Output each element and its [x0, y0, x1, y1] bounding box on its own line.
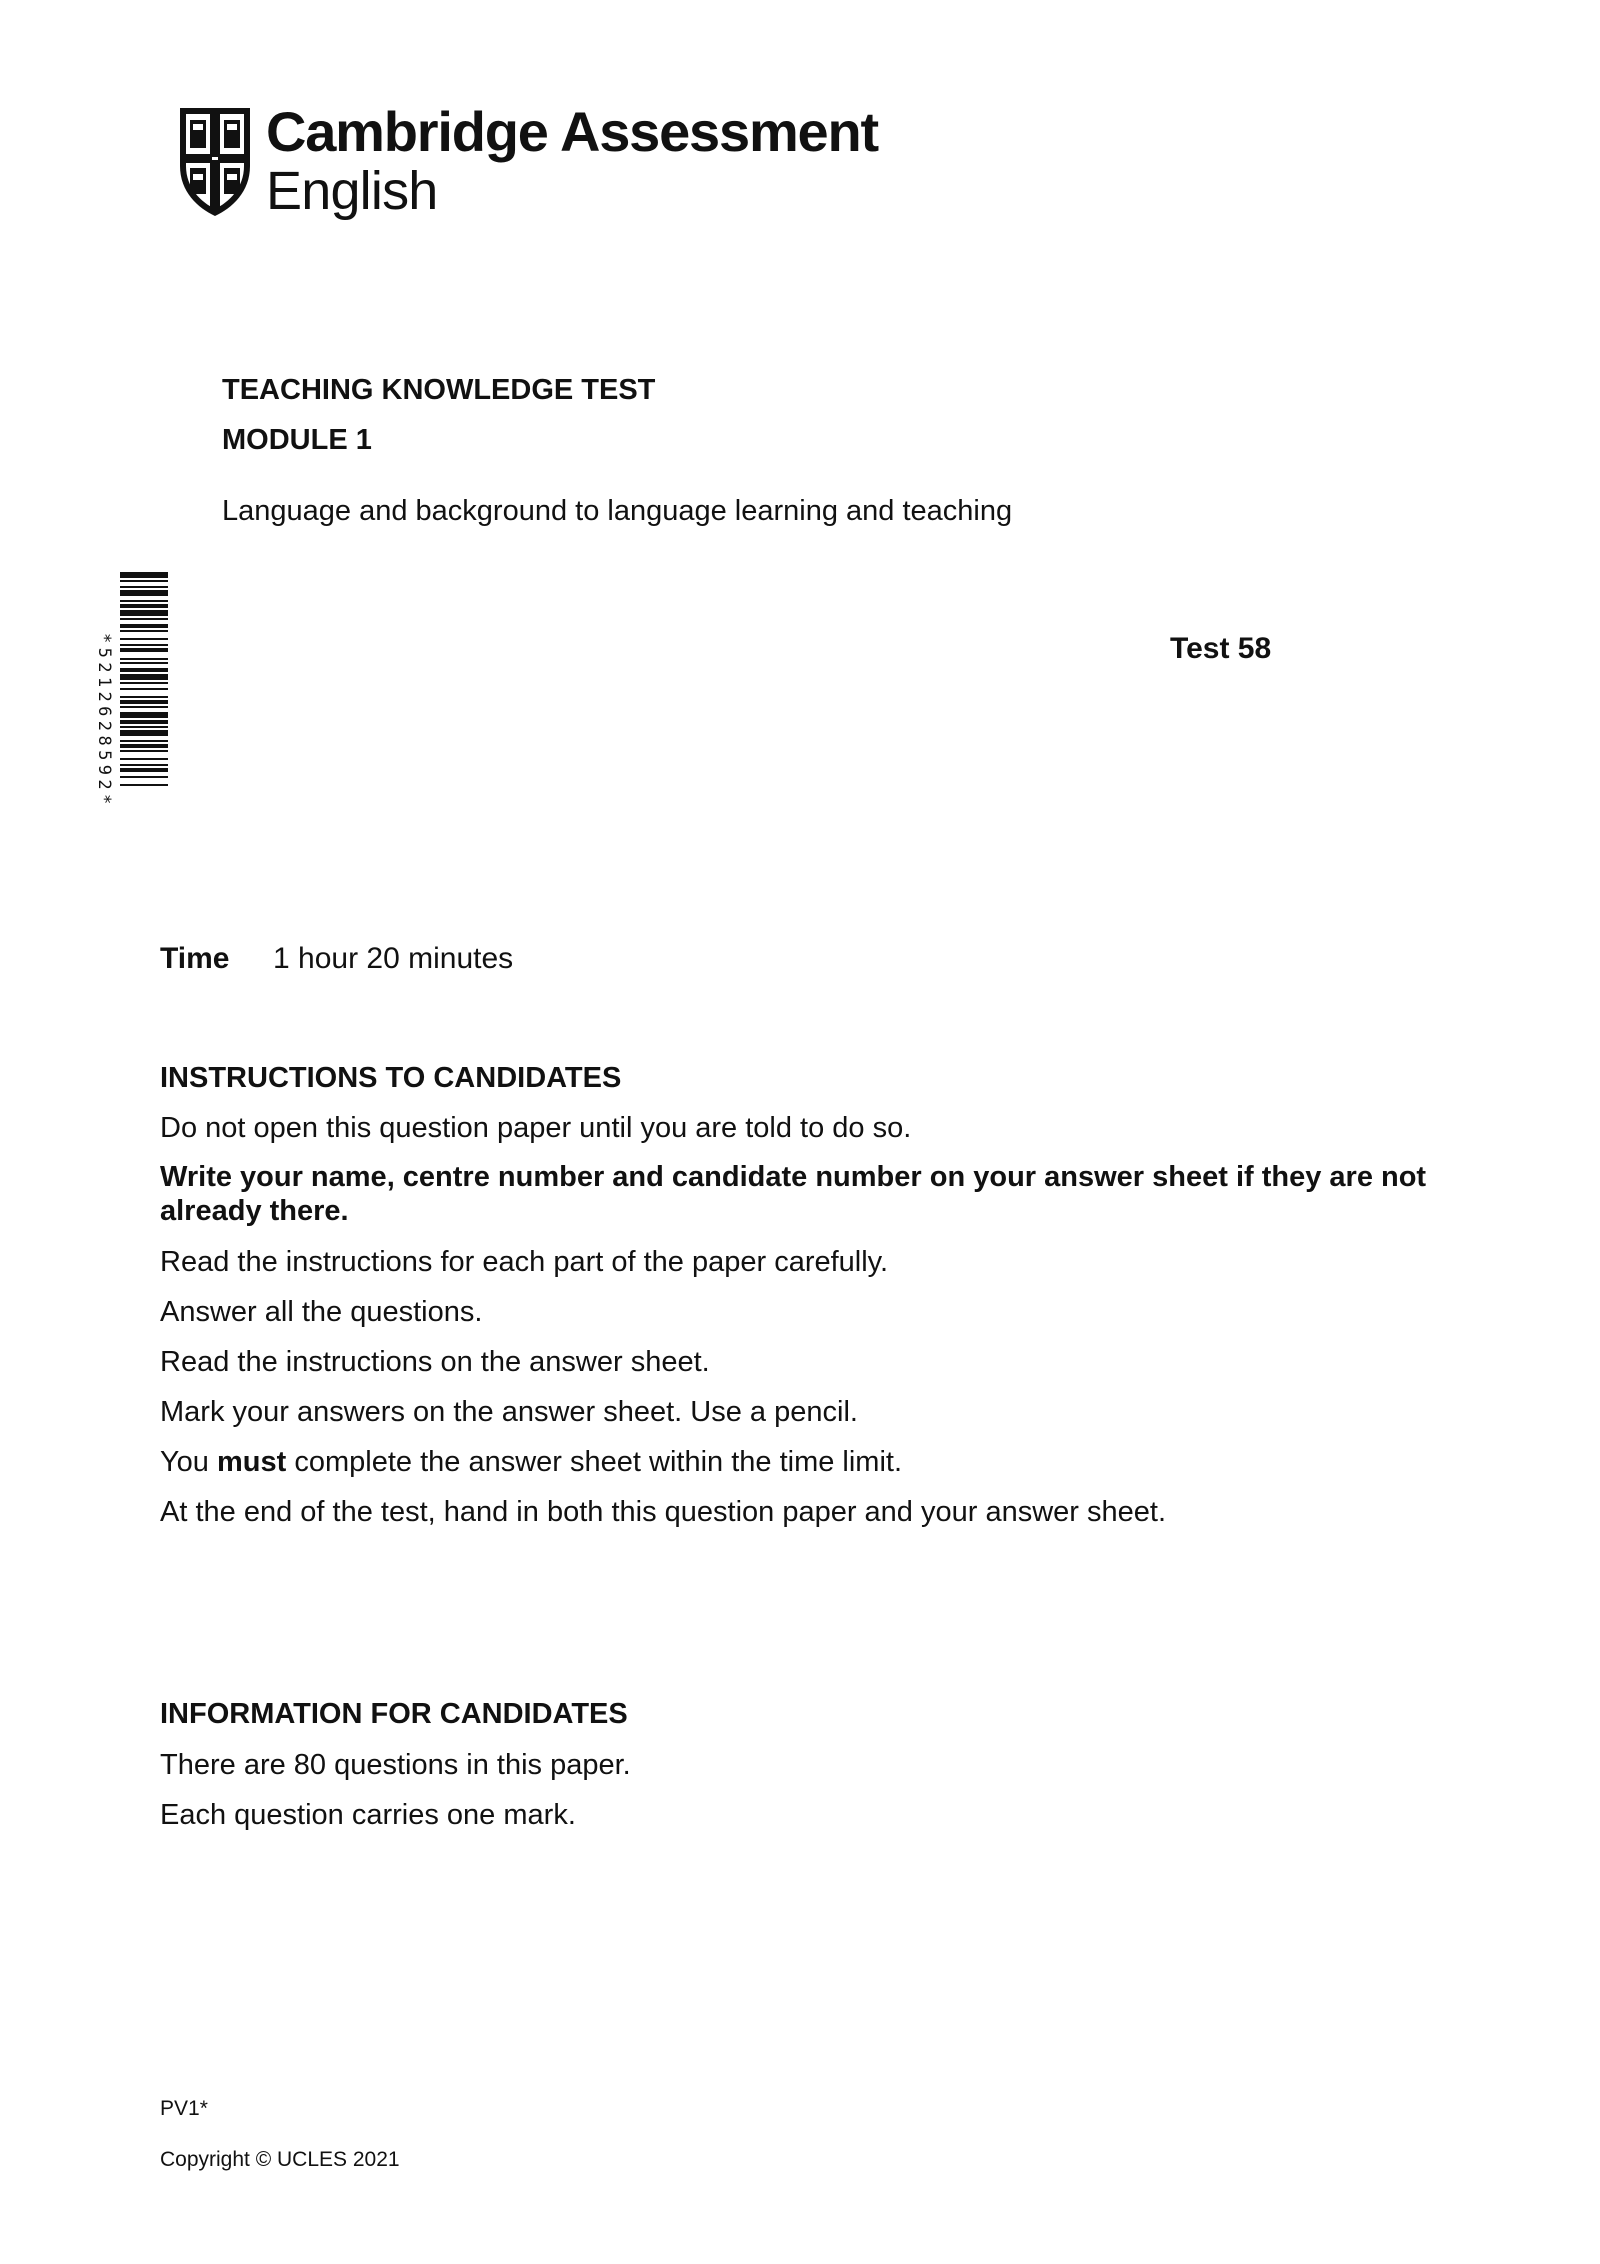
barcode-bar: [120, 740, 168, 742]
barcode-bar: [120, 662, 168, 664]
barcode-bar: [120, 610, 168, 616]
information-line: There are 80 questions in this paper.: [160, 1749, 631, 1781]
instructions-title: INSTRUCTIONS TO CANDIDATES: [160, 1062, 622, 1094]
instruction-line: Read the instructions on the answer sheet.: [160, 1346, 710, 1378]
instruction-line: Write your name, centre number and candidate number on your answer sheet if they are not already there.: [160, 1161, 1427, 1227]
barcode-bar: [120, 758, 168, 760]
time-label: Time: [160, 942, 230, 975]
barcode-bar: [120, 648, 168, 652]
instruction-emphasis: must: [217, 1446, 287, 1478]
barcode-bar: [120, 624, 168, 628]
barcode-bar: [120, 744, 168, 748]
barcode-bar: [120, 726, 168, 728]
cambridge-shield-icon: [176, 104, 254, 220]
barcode-digits: *5212628592*: [94, 633, 114, 809]
barcode-bar: [120, 590, 168, 596]
barcode-bar: [120, 580, 168, 582]
barcode: [94, 568, 176, 874]
instruction-line: Mark your answers on the answer sheet. Use a pencil.: [160, 1396, 858, 1428]
barcode-bar: [120, 696, 168, 698]
barcode-bar: [120, 644, 168, 646]
logo-subname: English: [266, 161, 438, 221]
barcode-bar: [120, 604, 168, 608]
time-value: 1 hour 20 minutes: [273, 942, 514, 975]
test-number: Test 58: [1170, 632, 1272, 665]
instruction-line: Read the instructions for each part of the paper carefully.: [160, 1246, 889, 1278]
instruction-line: Do not open this question paper until you are told to do so.: [160, 1112, 912, 1144]
barcode-bar: [120, 776, 168, 778]
information-title: INFORMATION FOR CANDIDATES: [160, 1698, 628, 1730]
barcode-bar: [120, 784, 168, 786]
barcode-bar: [120, 658, 168, 660]
barcode-bar: [120, 674, 168, 680]
module-label: MODULE 1: [222, 424, 372, 456]
logo-name: Cambridge Assessment: [266, 100, 878, 163]
barcode-bar: [120, 700, 168, 704]
barcode-bar: [120, 682, 168, 684]
barcode-bar: [120, 720, 168, 724]
barcode-bar: [120, 586, 168, 588]
instruction-line: At the end of the test, hand in both this question paper and your answer sheet.: [160, 1496, 1167, 1528]
cambridge-logo: [176, 100, 878, 224]
barcode-bar: [120, 668, 168, 672]
instruction-text: complete the answer sheet within the time limit.: [286, 1446, 903, 1478]
barcode-bar: [120, 630, 168, 632]
barcode-bars: [120, 572, 168, 870]
barcode-bar: [120, 712, 168, 718]
barcode-bar: [120, 730, 168, 736]
instruction-line: [160, 1445, 1450, 1479]
barcode-bar: [120, 688, 168, 690]
copyright: Copyright © UCLES 2021: [160, 2148, 400, 2171]
instruction-text: You: [160, 1446, 217, 1478]
instruction-line: Answer all the questions.: [160, 1296, 483, 1328]
information-line: Each question carries one mark.: [160, 1799, 576, 1831]
barcode-bar: [120, 706, 168, 708]
paper-code: PV1*: [160, 2097, 208, 2120]
barcode-bar: [120, 764, 168, 766]
barcode-bar: [120, 618, 168, 620]
barcode-bar: [120, 572, 168, 578]
barcode-bar: [120, 768, 168, 772]
test-subtitle: Language and background to language learning and teaching: [222, 495, 1013, 527]
barcode-bar: [120, 750, 168, 752]
barcode-bar: [120, 600, 168, 602]
test-title: TEACHING KNOWLEDGE TEST: [222, 374, 656, 406]
barcode-bar: [120, 638, 168, 640]
